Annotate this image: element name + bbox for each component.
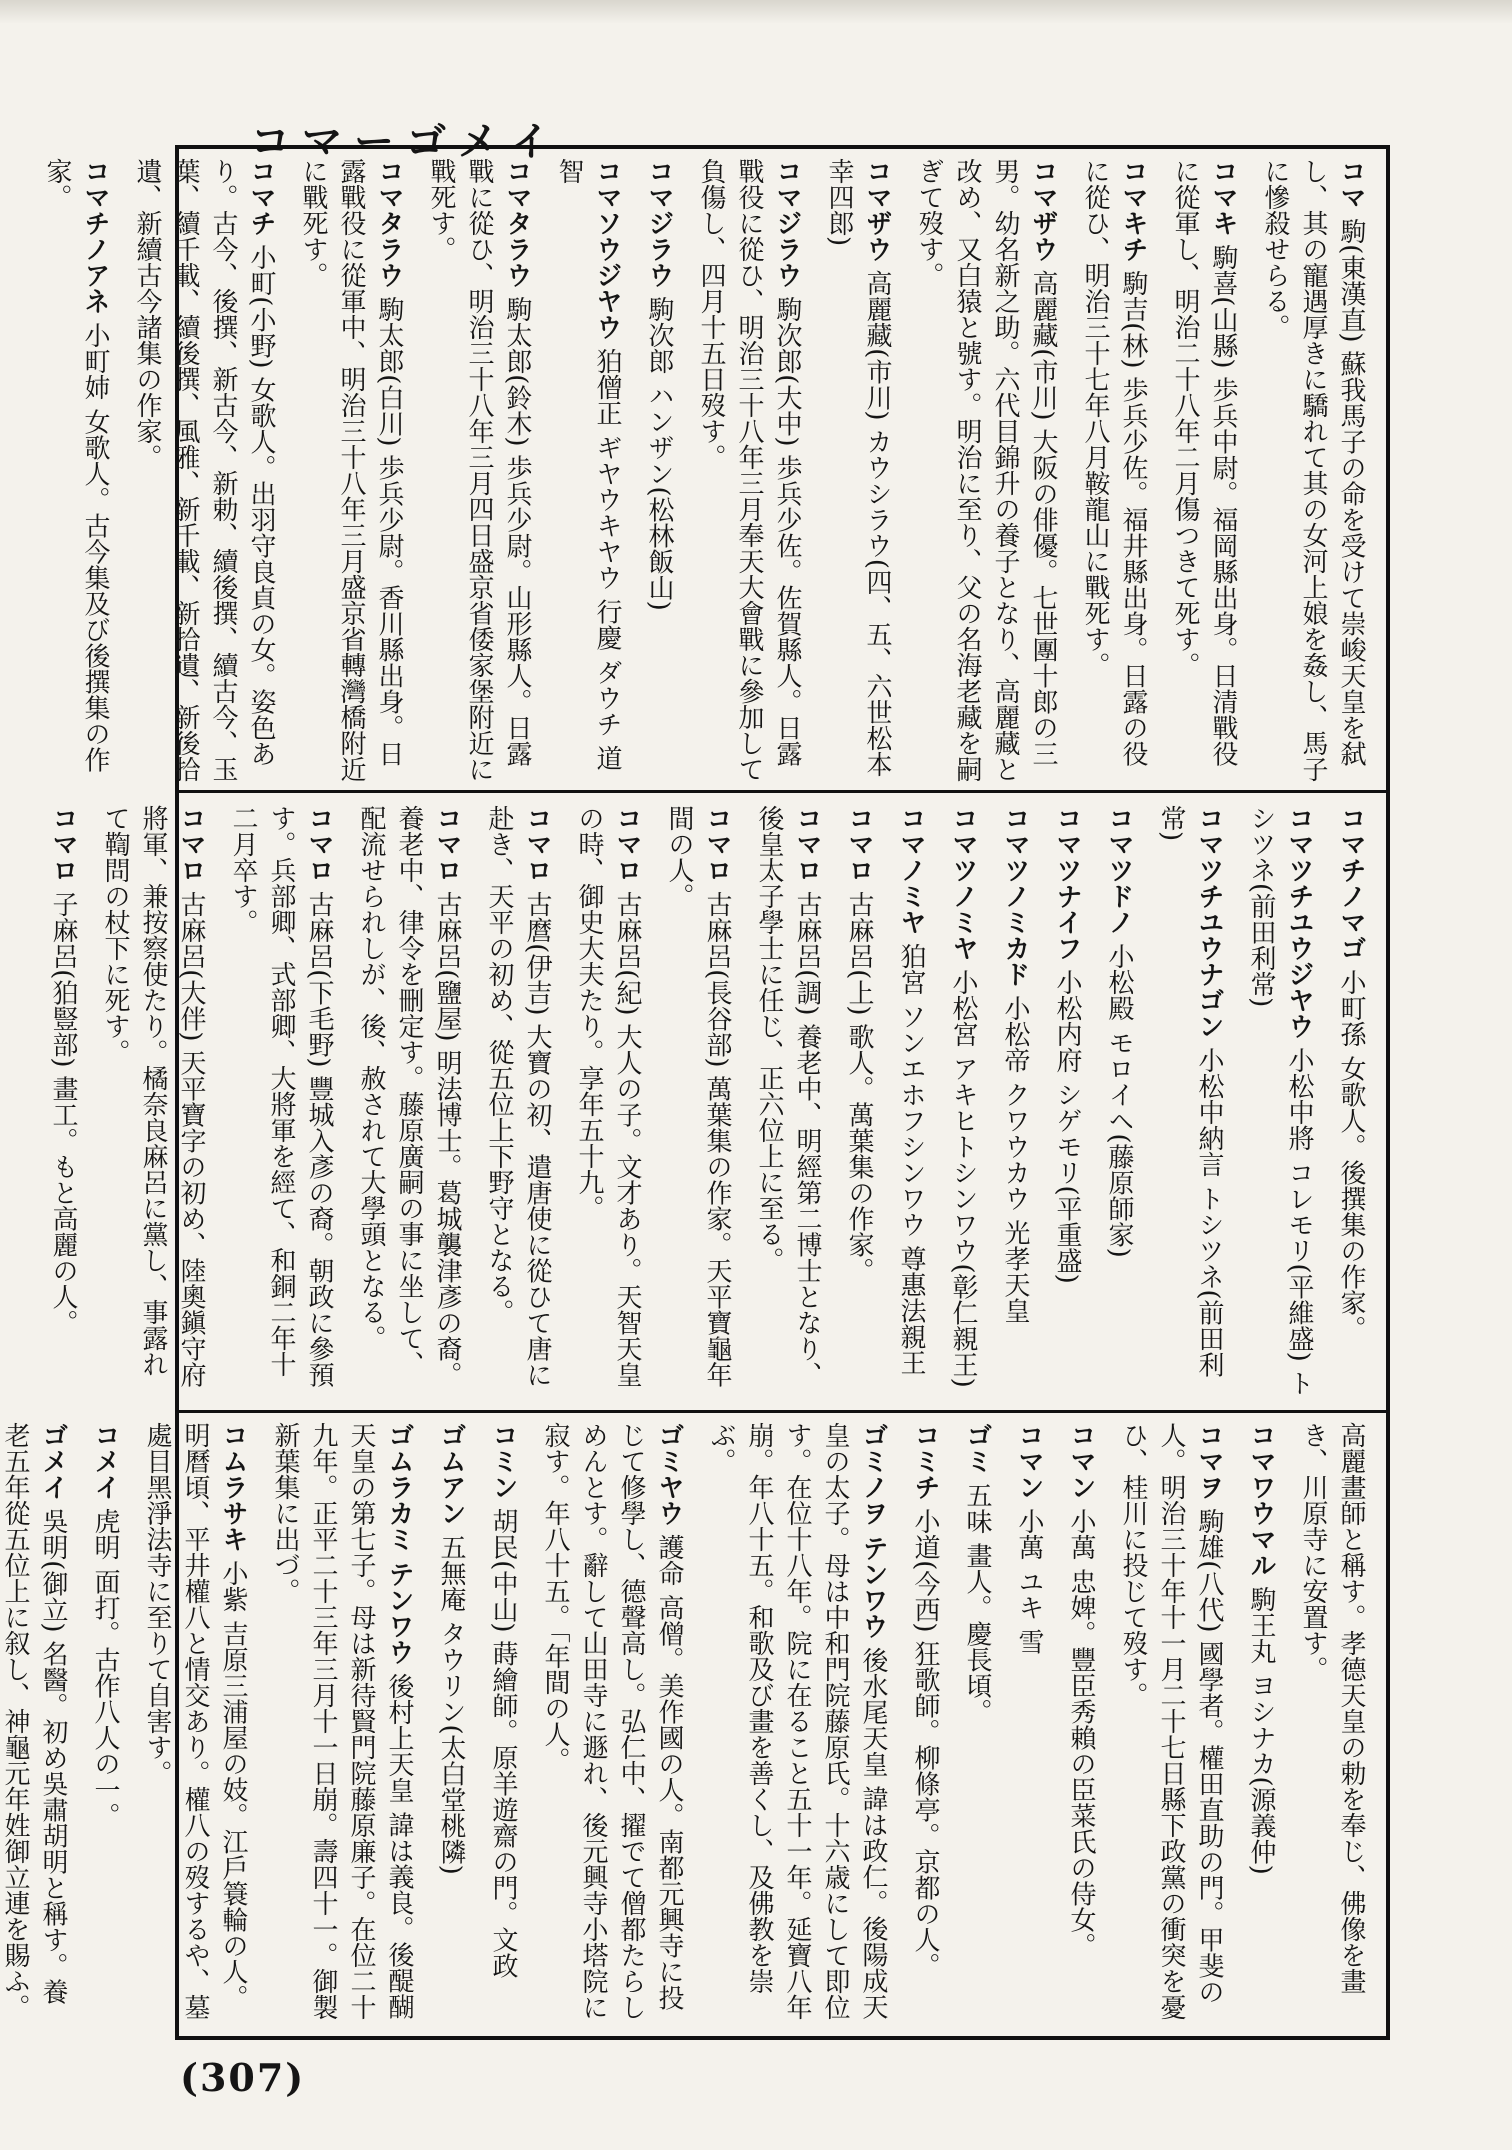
dictionary-entry bbox=[820, 158, 896, 783]
entry-headword: コマキ bbox=[1208, 158, 1238, 236]
dictionary-entry bbox=[570, 805, 646, 1400]
entry-text: 古麻呂(調) 養老中、明經第二博士となり、後皇太子學士に任じ、正六位上に至る。 bbox=[754, 805, 822, 1388]
entry-text: 狛宮 ソンエホフシンワウ 尊惠法親王 bbox=[896, 943, 926, 1376]
dictionary-entry bbox=[96, 805, 210, 1400]
dictionary-entry bbox=[660, 805, 736, 1400]
entry-text: 小町(小野) 女歌人。出羽守良貞の女。姿色あり。古今、後撰、新古今、新勅、續後撰、續古今、玉葉、續千載、續後撰、風雅、新千載、新拾遺、新後拾遺、新續古今諸集の作家。 bbox=[132, 158, 276, 782]
entry-headword: コマノミヤ bbox=[896, 805, 926, 935]
entry-headword: コマツノミヤ bbox=[948, 805, 978, 961]
entry-headword: コマチ bbox=[246, 158, 276, 236]
entry-headword: ゴムアン bbox=[436, 1422, 466, 1526]
entry-headword: コマロ bbox=[702, 805, 732, 883]
entry-headword: コメイ bbox=[90, 1422, 120, 1500]
dictionary-entry bbox=[1256, 158, 1370, 783]
entry-headword: コマヲ bbox=[1194, 1422, 1224, 1500]
entry-headword: コマロ bbox=[432, 805, 462, 883]
dictionary-entry bbox=[750, 805, 826, 1400]
dictionary-entry bbox=[44, 805, 82, 1400]
dictionary-entry bbox=[1076, 158, 1152, 783]
dictionary-entry bbox=[1114, 1422, 1228, 2027]
entry-headword: コマソウジヤウ bbox=[592, 158, 622, 340]
entry-headword: コマタラウ bbox=[374, 158, 404, 288]
dictionary-entry bbox=[38, 158, 114, 783]
entry-text: 小道(今西) 狂歌師。柳條亭。京都の人。 bbox=[910, 1508, 940, 1979]
entry-headword: コマワウマル bbox=[1246, 1422, 1276, 1578]
entry-text: 古麻呂(紀) 大人の子。文才あり。天智天皇の時、御史大夫たり。享年五十九。 bbox=[574, 805, 642, 1388]
entry-headword: コマザウ bbox=[1028, 158, 1058, 262]
entry-text: 護命 高僧。美作國の人。南都元興寺に投じて修學し、德聲高し。弘仁中、擢でて僧都たらしめんとす。辭して山田寺に遯れ、後元興寺小塔院に寂す。年八十五。「年間の人。 bbox=[540, 1422, 684, 2020]
entry-text: 駒吉(林) 歩兵少佐。福井縣出身。日露の役に從ひ、明治三十七年八月鞍龍山に戰死す。 bbox=[1080, 158, 1148, 767]
entry-text: 駒次郎 ハンザン(松林飯山) bbox=[644, 296, 674, 611]
dictionary-entry bbox=[910, 158, 1062, 783]
entry-headword: コミン bbox=[488, 1422, 518, 1500]
dictionary-entry bbox=[1152, 805, 1228, 1400]
entry-text: 古麻呂(鹽屋) 明法博士。葛城襲津彥の裔。養老中、律令を刪定す。藤原廣嗣の事に坐して、配流せられしが、後、赦されて大學頭となる。 bbox=[356, 805, 462, 1388]
dictionary-entry bbox=[1332, 805, 1370, 1400]
entry-text: 小萬 ユキ 雪 bbox=[1014, 1508, 1044, 1655]
entry-headword: コマロ bbox=[522, 805, 552, 883]
entry-headword: コマロ bbox=[844, 805, 874, 883]
dictionary-entry bbox=[1166, 158, 1242, 783]
dictionary-entry bbox=[1048, 805, 1086, 1400]
entry-headword: コムラサキ bbox=[218, 1422, 248, 1552]
entry-text: 古麿(伊吉) 大寶の初、遣唐使に從ひて唐に赴き、天平の初め、從五位上下野守となる。 bbox=[484, 805, 552, 1388]
entry-headword: コマツチユウナゴン bbox=[1194, 805, 1224, 1039]
dictionary-entry bbox=[892, 805, 930, 1400]
entry-text: 小町孫 女歌人。後撰集の作家。 bbox=[1336, 969, 1366, 1342]
page-number: (307) bbox=[180, 2055, 306, 2100]
entry-headword: コマジラウ bbox=[644, 158, 674, 288]
dictionary-section-3 bbox=[0, 1422, 1370, 2027]
entry-text: 小松宮 アキヒトシンワウ(彰仁親王) bbox=[948, 969, 978, 1388]
entry-headword: コミチ bbox=[910, 1422, 940, 1500]
entry-text: 五味 畫人。慶長頃。 bbox=[962, 1482, 992, 1725]
entry-text: 駒(東漢直) 蘇我馬子の命を受けて崇峻天皇を弑し、其の寵遇厚きに驕れて其の女河上娘を姦し、馬子に慘殺せらる。 bbox=[1260, 158, 1366, 782]
dictionary-entry bbox=[1100, 805, 1138, 1400]
dictionary-entry bbox=[1010, 1422, 1048, 2027]
entry-headword: コマチノアネ bbox=[80, 158, 110, 314]
dictionary-entry bbox=[536, 1422, 688, 2027]
entry-headword: コマタラウ bbox=[502, 158, 532, 288]
entry-text: 小松中將 コレモリ(平維盛) トシツネ(前田利常) bbox=[1246, 805, 1314, 1397]
entry-text: 駒王丸 ヨシナカ(源義仲) bbox=[1246, 1586, 1276, 1875]
running-head: コマーゴメイ bbox=[250, 118, 562, 165]
entry-headword: コマキチ bbox=[1118, 158, 1148, 262]
entry-headword: ゴメイ bbox=[38, 1422, 68, 1500]
dictionary-entry bbox=[266, 1422, 418, 2027]
dictionary-entry bbox=[0, 1422, 72, 2027]
dictionary-entry bbox=[550, 158, 626, 783]
dictionary-entry bbox=[702, 1422, 892, 2027]
entry-text: 子麻呂(狛豎部) 畫工。もと高麗の人。 bbox=[48, 891, 78, 1336]
entry-text: 古麻呂(下毛野) 豐城入彥の裔。朝政に參預す。兵部卿、式部卿、大將軍を經て、和銅二年十二月卒す。 bbox=[228, 805, 334, 1388]
entry-text: 小町姉 女歌人。古今集及び後撰集の作家。 bbox=[42, 158, 110, 773]
dictionary-entry bbox=[480, 805, 556, 1400]
dictionary-entry bbox=[422, 158, 536, 783]
dictionary-entry bbox=[128, 158, 280, 783]
dictionary-entry bbox=[996, 805, 1034, 1400]
entry-text: 駒太郎(鈴木) 歩兵少尉。山形縣人。日露戰に從ひ、明治三十八年三月四日盛京省倭家堡附近に戰死す。 bbox=[426, 158, 532, 782]
entry-headword: コマチノマゴ bbox=[1336, 805, 1366, 961]
entry-headword: コマン bbox=[1066, 1422, 1096, 1500]
entry-headword: ゴムラカミ テンワウ bbox=[384, 1422, 414, 1666]
entry-headword: ゴミノヲ テンワウ bbox=[858, 1422, 888, 1640]
entry-headword: ゴミ bbox=[962, 1422, 992, 1474]
dictionary-entry bbox=[1242, 1422, 1280, 2027]
entry-text: 古麻呂(大伴) 天平寶字の初め、陸奧鎭守府將軍、兼按察使たり。橘奈良麻呂に黨し、事露れて鞫問の杖下に死す。 bbox=[100, 805, 206, 1388]
entry-text: 駒次郎(大中) 歩兵少佐。佐賀縣人。日露戰役に從ひ、明治三十八年三月奉天大會戰に參加して負傷し、四月十五日歿す。 bbox=[696, 158, 802, 782]
entry-headword: コマ bbox=[1336, 158, 1366, 210]
entry-headword: コマロ bbox=[612, 805, 642, 883]
entry-text: 高麗畫師と稱す。孝德天皇の勅を奉じ、佛像を畫き、川原寺に安置す。 bbox=[1298, 1422, 1366, 1994]
entry-headword: コマロ bbox=[48, 805, 78, 883]
entry-headword: コマジラウ bbox=[772, 158, 802, 288]
dictionary-entry bbox=[944, 805, 982, 1400]
entry-text: 小萬 忠婢。豐臣秀賴の臣菜氏の侍女。 bbox=[1066, 1508, 1096, 1959]
dictionary-entry bbox=[1294, 1422, 1370, 2027]
dictionary-entry bbox=[840, 805, 878, 1400]
entry-headword: コマツナイフ bbox=[1052, 805, 1082, 961]
entry-headword: コマロ bbox=[176, 805, 206, 883]
entry-text: 駒太郎(白川) 歩兵少尉。香川縣出身。日露戰役に從軍中、明治三十八年三月盛京省轉灣橋附近に戰死す。 bbox=[298, 158, 404, 782]
dictionary-entry bbox=[138, 1422, 252, 2027]
section-divider bbox=[175, 1410, 1390, 1413]
entry-text: 五無庵 タウリン(太白堂桃隣) bbox=[436, 1534, 466, 1875]
dictionary-entry bbox=[906, 1422, 944, 2027]
entry-text: 胡民(中山) 蒔繪師。原羊遊齋の門。文政 bbox=[488, 1508, 518, 1979]
entry-text: 高麗藏(市川) 大阪の俳優。七世團十郎の三男。幼名新之助。六代目錦升の養子となり、高麗藏と改め、又白猿と號す。明治に至り、父の名海老藏を嗣ぎて歿す。 bbox=[914, 158, 1058, 782]
dictionary-section-2 bbox=[48, 805, 1370, 1400]
entry-text: 小紫 吉原三浦屋の妓。江戶簑輪の人。明曆頃、平井權八と情交あり。權八の歿するや、墓處目黑淨法寺に至りて自害す。 bbox=[142, 1422, 248, 2020]
dictionary-entry bbox=[432, 1422, 470, 2027]
entry-text: 後水尾天皇 諱は政仁。後陽成天皇の太子。母は中和門院藤原氏。十六歳にして即位す。在位十八年。院に在ること五十一年。延寶八年崩。年八十五。和歌及び畫を善くし、及佛教を崇ぶ。 bbox=[706, 1422, 888, 2020]
dictionary-entry bbox=[958, 1422, 996, 2027]
entry-text: 古麻呂(長谷部) 萬葉集の作家。天平寶龜年間の人。 bbox=[664, 805, 732, 1388]
entry-text: 後村上天皇 諱は義良。後醍醐天皇の第七子。母は新待賢門院藤原廉子。在位二十九年。正平二十三年三月十一日崩。壽四十一。御製新葉集に出づ。 bbox=[270, 1422, 414, 2020]
entry-text: 小松殿 モロイヘ(藤原師家) bbox=[1104, 943, 1134, 1258]
entry-text: 狛僧正 ギヤウキヤウ 行慶 ダウチ 道智 bbox=[554, 158, 622, 772]
dictionary-entry bbox=[484, 1422, 522, 2027]
section-divider bbox=[175, 790, 1390, 793]
dictionary-entry bbox=[1062, 1422, 1100, 2027]
dictionary-entry bbox=[224, 805, 338, 1400]
entry-text: 吳明(御立) 名醫。初め吳肅胡明と稱す。養老五年從五位上に叙し、神龜元年姓御立連を賜ふ。 bbox=[0, 1422, 68, 2020]
dictionary-entry bbox=[692, 158, 806, 783]
entry-text: 古麻呂(上) 歌人。萬葉集の作家。 bbox=[844, 891, 874, 1284]
entry-headword: コマツノミカド bbox=[1000, 805, 1030, 987]
scan-edge bbox=[0, 0, 1512, 24]
entry-headword: コマン bbox=[1014, 1422, 1044, 1500]
dictionary-entry bbox=[1242, 805, 1318, 1400]
dictionary-entry bbox=[352, 805, 466, 1400]
dictionary-entry bbox=[294, 158, 408, 783]
entry-text: 小松中納言 トシツネ(前田利常) bbox=[1156, 805, 1224, 1378]
entry-text: 小松内府 シゲモリ(平重盛) bbox=[1052, 969, 1082, 1284]
dictionary-entry bbox=[640, 158, 678, 783]
entry-headword: コマツチユウジヤウ bbox=[1284, 805, 1314, 1039]
entry-text: 高麗藏(市川) カウシラウ(四、五、六世松本幸四郎) bbox=[824, 158, 892, 777]
dictionary-entry bbox=[86, 1422, 124, 2027]
entry-headword: コマロ bbox=[304, 805, 334, 883]
entry-headword: ゴミヤウ bbox=[654, 1422, 684, 1526]
entry-headword: コマロ bbox=[792, 805, 822, 883]
entry-text: 駒喜(山縣) 歩兵中尉。福岡縣出身。日清戰役に從軍し、明治二十八年二月傷つきて死す。 bbox=[1170, 158, 1238, 767]
entry-headword: コマザウ bbox=[862, 158, 892, 262]
entry-text: 駒雄(八代) 國學者。權田直助の門。甲斐の人。明治三十年十一月二十七日縣下政黨の衝突を憂ひ、桂川に投じて歿す。 bbox=[1118, 1422, 1224, 2020]
dictionary-section-1 bbox=[42, 158, 1370, 783]
entry-text: 小松帝 クワウカウ 光孝天皇 bbox=[1000, 995, 1030, 1324]
entry-text: 虎明 面打。古作八人の一。 bbox=[90, 1508, 120, 1829]
entry-headword: コマツドノ bbox=[1104, 805, 1134, 935]
